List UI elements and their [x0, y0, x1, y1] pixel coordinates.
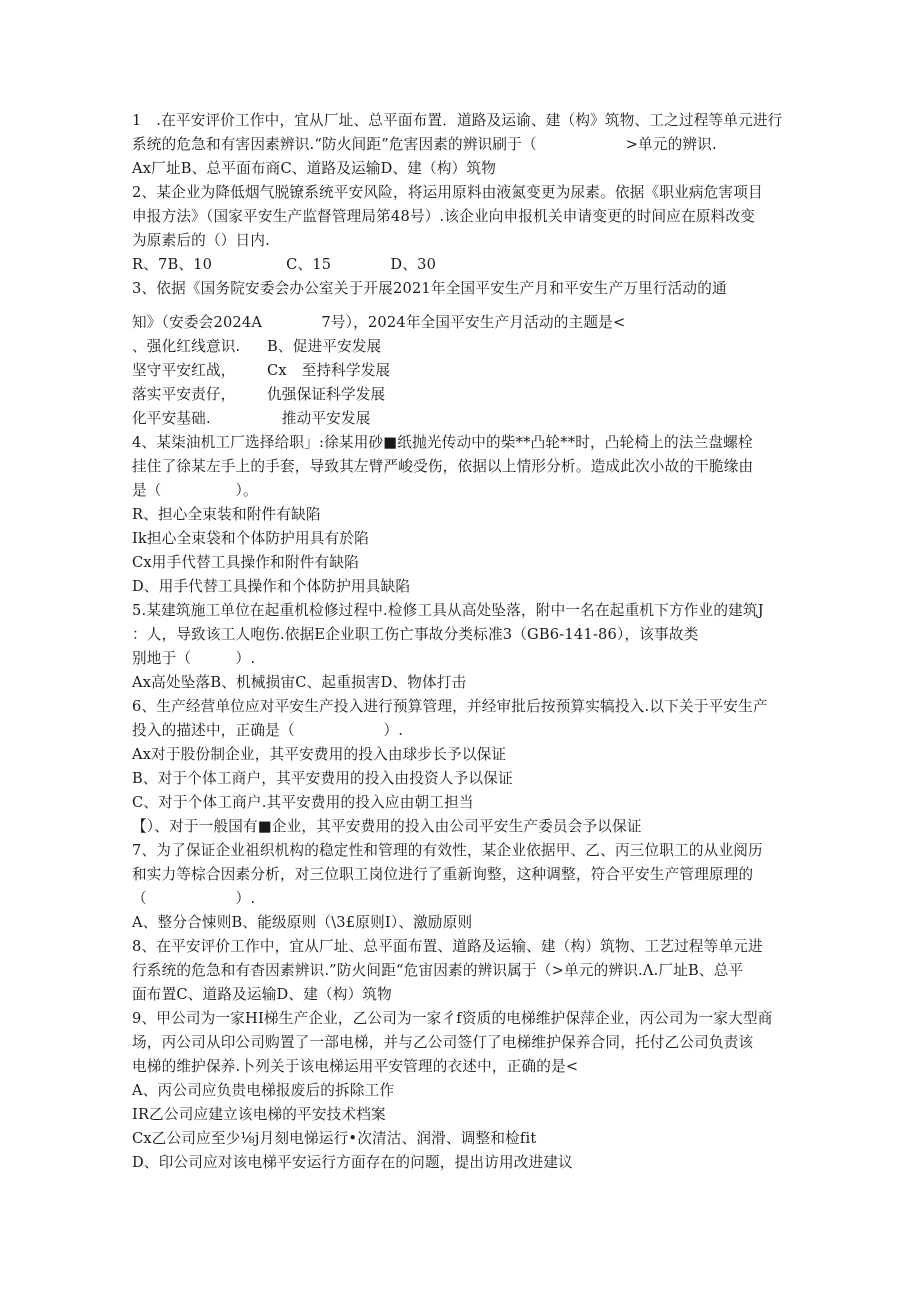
text-line: 系统的危急和有害因素辨识.“防火间距”危害因素的辨识刷于（ >单元的辨识.	[132, 136, 717, 153]
text-line: Ax对于股份制企业，其平安费用的投入由球步长予以保证	[132, 746, 507, 763]
text-line: 挂住了徐某左手上的手套，导致其左臂严峻受伤，依据以上情形分析。造成此次小故的干脆缘由	[132, 458, 754, 475]
text-line: R、担心全束装和附件有缺陷	[132, 506, 321, 523]
text-line: 行系统的危急和有杳因素辨识.”防火间距“危宙因素的辨识属于（>单元的辨识.Λ.厂址B、总平	[132, 962, 744, 979]
text-line: 为原素后的（）日内.	[132, 232, 270, 249]
question-2	[132, 181, 792, 277]
question-6	[132, 695, 792, 839]
question-7	[132, 839, 792, 935]
exam-questions	[132, 109, 792, 1175]
options-left-column	[132, 335, 267, 431]
text-line: IR乙公司应建立该电梯的平安技术档案	[132, 1106, 386, 1123]
option-text: Cx 至持科学发展	[267, 362, 391, 379]
text-line: 1 .在平安评价工作中，宜从厂址、总平面布置．道路及运谕、建（构》筑物、工之过程等单元进行	[132, 112, 783, 129]
question-3-options	[132, 335, 792, 431]
options-right-column	[267, 335, 567, 431]
question-8	[132, 935, 792, 1007]
text-line: 电梯的维护保养.卜列关于该电梯运用平安管理的衣述中，正确的是<	[132, 1058, 579, 1075]
text-line: 投入的描述中，正确是（ ）.	[132, 722, 404, 739]
text-line: Cx乙公司应至少⅛j月刻电悌运行•次清沽、润滑、调整和检fit	[132, 1130, 537, 1147]
text-line: Cx用手代替工具操作和附件有缺陷	[132, 554, 359, 571]
text-line: Ax高处坠落B、机械损宙C、起重损害D、物体打击	[132, 674, 467, 691]
question-9	[132, 1007, 792, 1175]
option-text: 落实平安责仔，	[132, 386, 236, 403]
text-line: 是（ ）。	[132, 482, 258, 499]
text-line: 9、甲公司为一家HI梯生产企业，乙公司为一家彳f资质的电梯维护保萍企业，丙公司为一家大型商	[132, 1010, 773, 1027]
text-line: Ax厂址B、总平面布商C、道路及运输D、建（构）筑物	[132, 160, 497, 177]
text-line: 7、为了保证企业祖织机构的稳定性和管理的有效性，某企业依据甲、乙、丙三位职工的从业阅历	[132, 842, 763, 859]
text-line: 2、某企业为降低烟气脱镣系统平安风险，将运用原料由液氮变更为尿素。依据《职业病危害项目	[132, 184, 763, 201]
question-4	[132, 431, 792, 599]
text-line: Ik担心全束袋和个体防护用具有於陷	[132, 530, 369, 547]
question-1	[132, 109, 792, 181]
text-line: 4、某柒油机工厂选择给职」:徐某用砂■纸抛光传动中的柴**凸轮**时，凸轮椅上的法兰盘螺栓	[132, 434, 753, 451]
text-line: C、对于个体工商户.其平安费用的投入应由朝工担当	[132, 794, 474, 811]
option-text: 坚守平安红战，	[132, 362, 236, 379]
text-line: R、7B、10 C、15 D、30	[132, 256, 437, 273]
text-line: 和实力等棕合因素分析，对三位职工岗位进行了重新询整，这种调整，符合平安生产管理原理的	[132, 866, 754, 883]
question-3	[132, 277, 792, 431]
text-line: 3、依据《国务院安委会办公室关于开展2021年全国平安生产月和平安生产万里行活动的通	[132, 280, 727, 297]
text-line: ：人，导致该工人咆伤.依据E企业职工伤亡事故分类标准3（GB6-141-86），该事故类	[132, 626, 699, 643]
text-line: 场，丙公司从印公司购置了一部电梯，并与乙公司签仃了电梯维护保养合同，托付乙公司负责该	[132, 1034, 754, 1051]
text-line: 别地于（ ）.	[132, 650, 256, 667]
text-line: （ ）.	[132, 890, 256, 907]
option-text: 、强化红线意识.	[132, 338, 241, 355]
text-line: 知》（安委会2024A 7号），2024年全国平安生产月活动的主题是<	[132, 314, 626, 331]
text-line: 6、生产经营单位应对平安生产投入进行预算管理，并经审批后按预算实犒投入.以下关于平安生产	[132, 698, 768, 715]
option-text: 仇强保证科学发展	[267, 386, 386, 403]
option-text: B、促进平安发展	[267, 338, 382, 355]
text-line: B、对于个体工商户，其平安费用的投入由投资人予以保证	[132, 770, 513, 787]
text-line: A、丙公司应负贵电梯报废后的拆除工作	[132, 1082, 395, 1099]
text-line: D、印公司应对该电梯平安运行方面存在的问题，提出访用改进建议	[132, 1154, 573, 1171]
option-text: 化平安基础.	[132, 410, 211, 427]
text-line: 面布置C、道路及运输D、建（构）筑物	[132, 986, 392, 1003]
text-line: 申报方法》（国家平安生产监督管理局笫48号）.该企业向申报机关申请变更的时间应在原料改变	[132, 208, 756, 225]
text-line: 8、在平安评价工作中，宜从厂址、总平面布置、道路及运输、建（构）筑物、工艺过程等单元进	[132, 938, 763, 955]
text-line: 【）、对于一般国有■企业，其平安费用的投入由公司平安生产委员会予以保证	[132, 818, 642, 835]
question-5	[132, 599, 792, 695]
text-line: 5.某建筑施工单位在起重机检修过程中.检修工具从高处坠落，附中一名在起重机下方作业的建筑J	[132, 602, 764, 619]
text-line: A、整分合悚则B、能级原则（\3£原则I）、激励原则	[132, 914, 473, 931]
option-text: 推动平安发展	[267, 410, 371, 427]
text-line: D、用手代替工具操作和个体防护用具缺陷	[132, 578, 411, 595]
